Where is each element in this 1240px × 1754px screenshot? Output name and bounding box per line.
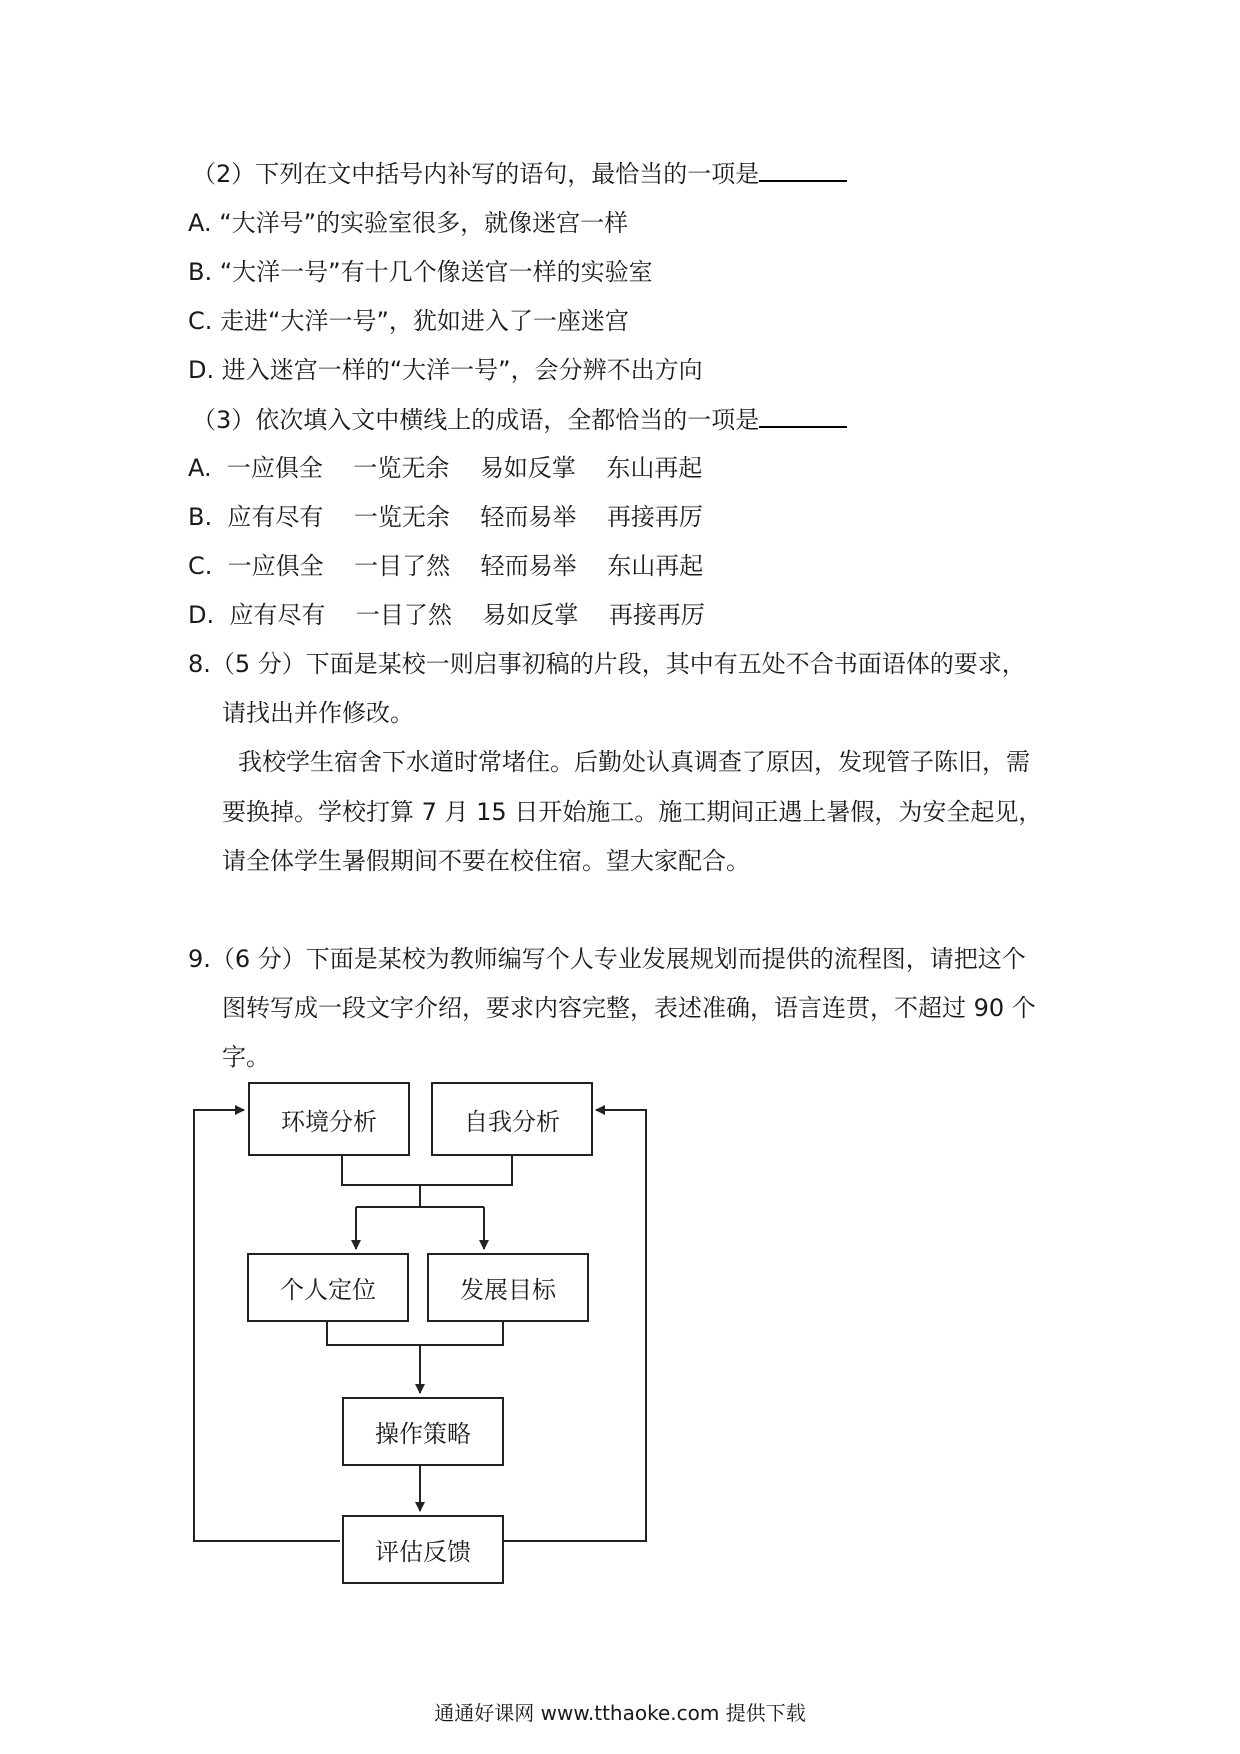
q7-sub3-option-d: D. 应有尽有 一目了然 易如反掌 再接再厉: [188, 601, 705, 629]
flow-box-env: 环境分析: [248, 1082, 410, 1156]
q7-sub2-option-d: D. 进入迷宫一样的“大洋一号”，会分辨不出方向: [188, 356, 703, 384]
q9-stem-line1: 9.（6 分）下面是某校为教师编写个人专业发展规划而提供的流程图，请把这个: [188, 945, 1026, 973]
flow-box-feedback: 评估反馈: [342, 1515, 504, 1584]
flow-box-position: 个人定位: [247, 1253, 409, 1322]
q7-sub3-option-b: B. 应有尽有 一览无余 轻而易举 再接再厉: [188, 503, 703, 531]
top-merge-line: [342, 1156, 512, 1185]
flow-box-strategy: 操作策略: [342, 1397, 504, 1466]
flow-box-goal: 发展目标: [427, 1253, 589, 1322]
q8-passage-line2: 要换掉。学校打算 7 月 15 日开始施工。施工期间正遇上暑假，为安全起见，: [222, 798, 1043, 826]
page-footer: [0, 1697, 1240, 1726]
footer-text[interactable]: 通通好课网 www.tthaoke.com 提供下载: [434, 1701, 806, 1725]
loop-to-self: [500, 1110, 646, 1541]
q8-passage-line3: 请全体学生暑假期间不要在校住宿。望大家配合。: [222, 847, 750, 875]
q9-stem-line2: 图转写成一段文字介绍，要求内容完整，表述准确，语言连贯，不超过 90 个: [222, 994, 1036, 1022]
q7-sub2-stem: （2）下列在文中括号内补写的语句，最恰当的一项是: [192, 156, 847, 191]
q9-stem-line3: 字。: [222, 1043, 270, 1071]
loop-to-env: [194, 1110, 340, 1541]
q7-sub3-option-a: A. 一应俱全 一览无余 易如反掌 东山再起: [188, 454, 703, 482]
q7-sub3-option-c: C. 一应俱全 一目了然 轻而易举 东山再起: [188, 552, 704, 580]
q7-sub2-option-b: B. “大洋一号”有十几个像送官一样的实验室: [188, 258, 653, 286]
q8-stem-line1: 8.（5 分）下面是某校一则启事初稿的片段，其中有五处不合书面语体的要求，: [188, 650, 1026, 678]
q7-sub3-stem: （3）依次填入文中横线上的成语，全都恰当的一项是: [192, 402, 847, 437]
q7-sub2-option-a: A. “大洋号”的实验室很多，就像迷宫一样: [188, 209, 629, 237]
q8-stem-line2: 请找出并作修改。: [222, 699, 414, 727]
flow-box-self: 自我分析: [431, 1082, 593, 1156]
q8-passage-line1: 我校学生宿舍下水道时常堵住。后勤处认真调查了原因，发现管子陈旧，需: [238, 748, 1030, 776]
q7-sub2-option-c: C. 走进“大洋一号”，犹如进入了一座迷宫: [188, 307, 629, 335]
